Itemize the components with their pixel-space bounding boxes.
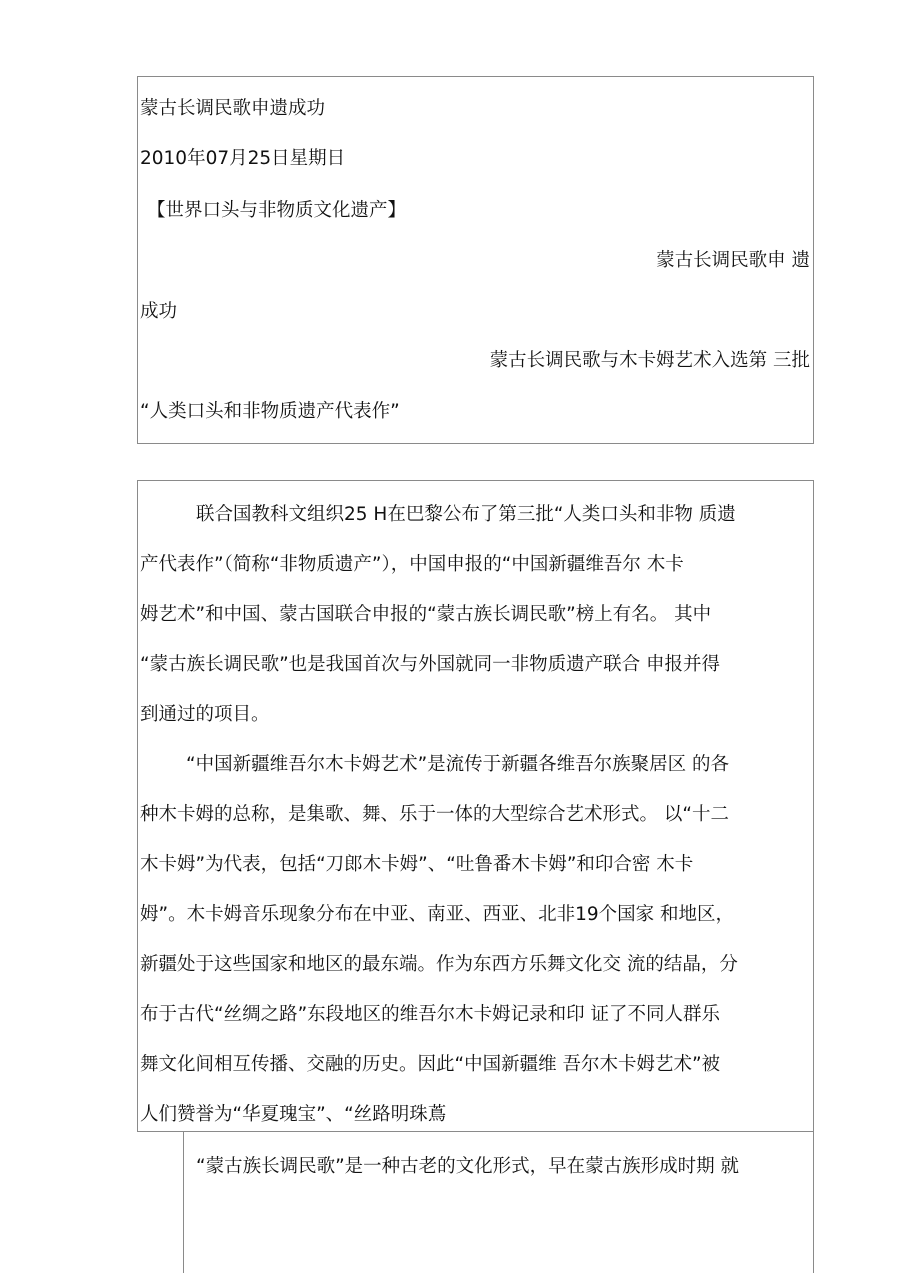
page-title: 蒙古长调民歌申遗成功 bbox=[140, 98, 326, 119]
continuation-box bbox=[183, 1132, 814, 1273]
heading-line-2: 成功 bbox=[140, 301, 178, 322]
body-line: 姆艺术”和中国、蒙古国联合申报的“蒙古族长调民歌”榜上有名。 其中 bbox=[140, 604, 712, 625]
body-line: 产代表作”（简称“非物质遗产”），中国申报的“中国新疆维吾尔 木卡 bbox=[140, 554, 684, 575]
body-line: 联合国教科文组织25 H在巴黎公布了第三批“人类口头和非物 质遗 bbox=[196, 504, 736, 525]
body-line: “蒙古族长调民歌”也是我国首次与外国就同一非物质遗产联合 申报并得 bbox=[140, 654, 721, 675]
body-line: 木卡姆”为代表，包括“刀郎木卡姆”、“吐鲁番木卡姆”和印合密 木卡 bbox=[140, 854, 694, 875]
continuation-line: “蒙古族长调民歌”是一种古老的文化形式，早在蒙古族形成时期 就 bbox=[196, 1156, 740, 1177]
body-line: 布于古代“丝绸之路”东段地区的维吾尔木卡姆记录和印 证了不同人群乐 bbox=[140, 1004, 721, 1025]
body-line: 舞文化间相互传播、交融的历史。因此“中国新疆维 吾尔木卡姆艺术”被 bbox=[140, 1054, 721, 1075]
body-line: 姆”。木卡姆音乐现象分布在中亚、南亚、西亚、北非19个国家 和地区， bbox=[140, 904, 735, 925]
category-label: 【世界口头与非物质文化遗产】 bbox=[147, 200, 407, 221]
subheading-line-1: 蒙古长调民歌与木卡姆艺术入选第 三批 bbox=[489, 350, 810, 371]
subheading-line-2: “人类口头和非物质遗产代表作” bbox=[140, 401, 400, 422]
date-line: 2010年07月25日星期日 bbox=[140, 148, 346, 169]
body-line: 到通过的项目。 bbox=[140, 704, 270, 725]
body-line: 人们赞誉为“华夏瑰宝”、“丝路明珠蔦 bbox=[140, 1104, 447, 1125]
body-line: 种木卡姆的总称，是集歌、舞、乐于一体的大型综合艺术形式。 以“十二 bbox=[140, 804, 729, 825]
heading-line-1: 蒙古长调民歌申 遗 bbox=[656, 250, 810, 271]
body-line: “中国新疆维吾尔木卡姆艺术”是流传于新疆各维吾尔族聚居区 的各 bbox=[186, 754, 730, 775]
body-line: 新疆处于这些国家和地区的最东端。作为东西方乐舞文化交 流的结晶，分 bbox=[140, 954, 738, 975]
